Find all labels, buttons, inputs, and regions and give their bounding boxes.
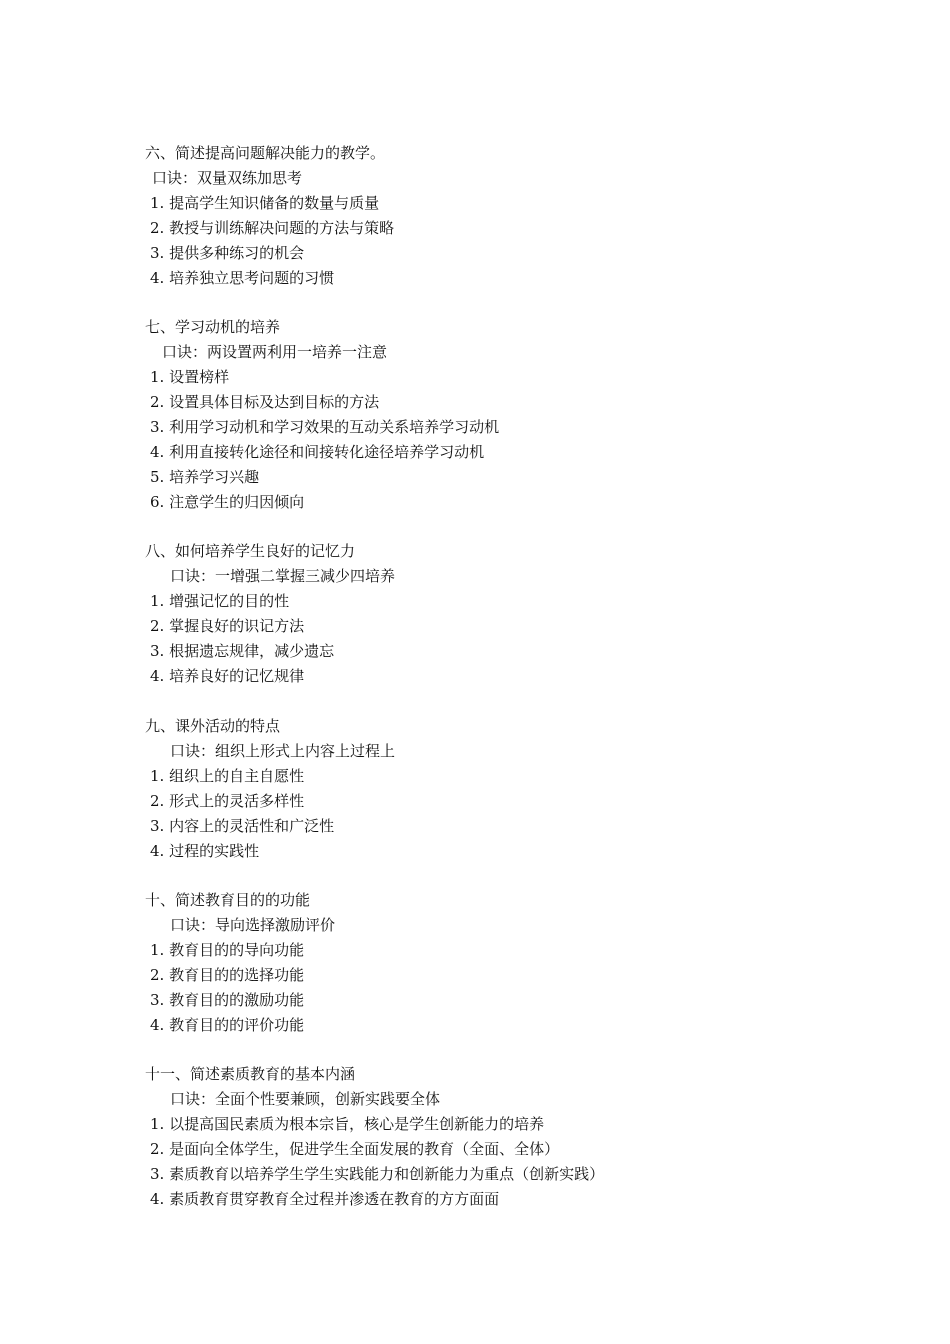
- list-item: 2. 形式上的灵活多样性: [150, 792, 305, 810]
- list-item: 1. 组织上的自主自愿性: [150, 767, 305, 785]
- mnemonic: 口诀：导向选择激励评价: [170, 916, 336, 934]
- list-item: 5. 培养学习兴趣: [150, 468, 260, 486]
- list-item: 4. 利用直接转化途径和间接转化途径培养学习动机: [150, 443, 485, 461]
- list-item: 3. 利用学习动机和学习效果的互动关系培养学习动机: [150, 418, 500, 436]
- mnemonic: 口诀：组织上形式上内容上过程上: [170, 742, 396, 760]
- section-heading: 七、学习动机的培养: [145, 318, 281, 336]
- list-item: 4. 素质教育贯穿教育全过程并渗透在教育的方方面面: [150, 1190, 500, 1208]
- list-item: 3. 提供多种练习的机会: [150, 244, 305, 262]
- list-item: 2. 设置具体目标及达到目标的方法: [150, 393, 380, 411]
- section-heading: 十一、简述素质教育的基本内涵: [145, 1065, 356, 1083]
- list-item: 3. 教育目的的激励功能: [150, 991, 305, 1009]
- list-item: 1. 教育目的的导向功能: [150, 941, 305, 959]
- list-item: 2. 掌握良好的识记方法: [150, 617, 305, 635]
- list-item: 2. 教授与训练解决问题的方法与策略: [150, 219, 395, 237]
- list-item: 1. 以提高国民素质为根本宗旨，核心是学生创新能力的培养: [150, 1115, 545, 1133]
- list-item: 2. 是面向全体学生，促进学生全面发展的教育（全面、全体）: [150, 1140, 560, 1158]
- mnemonic: 口诀：全面个性要兼顾，创新实践要全体: [170, 1090, 441, 1108]
- list-item: 4. 培养独立思考问题的习惯: [150, 269, 335, 287]
- mnemonic: 口诀：两设置两利用一培养一注意: [162, 343, 388, 361]
- section-heading: 九、课外活动的特点: [145, 717, 281, 735]
- section-heading: 六、简述提高问题解决能力的教学。: [145, 144, 386, 162]
- list-item: 6. 注意学生的归因倾向: [150, 493, 305, 511]
- section-heading: 八、如何培养学生良好的记忆力: [145, 542, 356, 560]
- list-item: 3. 素质教育以培养学生学生实践能力和创新能力为重点（创新实践）: [150, 1165, 605, 1183]
- list-item: 2. 教育目的的选择功能: [150, 966, 305, 984]
- section-heading: 十、简述教育目的的功能: [145, 891, 311, 909]
- list-item: 4. 过程的实践性: [150, 842, 260, 860]
- list-item: 1. 增强记忆的目的性: [150, 592, 290, 610]
- mnemonic: 口诀：一增强二掌握三减少四培养: [170, 567, 396, 585]
- mnemonic: 口诀：双量双练加思考: [152, 169, 303, 187]
- list-item: 4. 培养良好的记忆规律: [150, 667, 305, 685]
- list-item: 4. 教育目的的评价功能: [150, 1016, 305, 1034]
- list-item: 1. 提高学生知识储备的数量与质量: [150, 194, 380, 212]
- list-item: 3. 内容上的灵活性和广泛性: [150, 817, 335, 835]
- list-item: 3. 根据遗忘规律，减少遗忘: [150, 642, 335, 660]
- list-item: 1. 设置榜样: [150, 368, 230, 386]
